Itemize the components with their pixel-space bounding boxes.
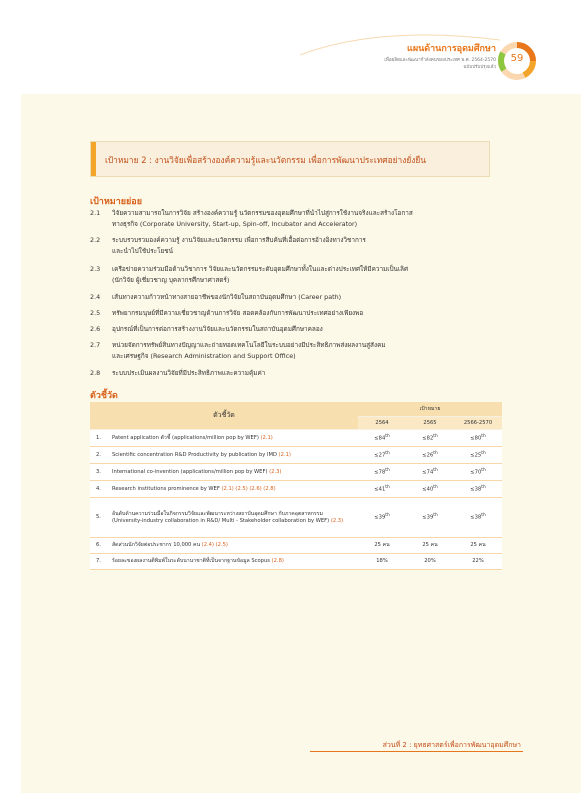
page-footer: ส่วนที่ 2 : ยุทธศาสตร์เพื่อการพัฒนาอุดมศึกษา: [382, 741, 521, 749]
indicator-text: Patent application ตัวชี้ (applications/million pop by WEF): [112, 434, 259, 441]
col-header-target: เป้าหมาย: [358, 402, 502, 416]
indicator-ref: (2.3): [269, 468, 282, 475]
target-cell: [406, 497, 454, 537]
target-value: ≤78: [374, 469, 386, 476]
list-item-text: และเศรษฐกิจ (Research Administration and Support Office): [112, 351, 296, 360]
target-cell: [406, 463, 454, 480]
target-cell: [454, 497, 502, 537]
indicator-cell: [108, 463, 358, 480]
list-item-text: ระบบรวบรวมองค์ความรู้ งานวิจัยและนวัตกรรม เพื่อการสืบค้นที่เอื้อต่อการอ้างอิงทางวิชาการ: [112, 236, 366, 244]
target-cell: [358, 480, 406, 497]
col-header-year: 2565: [406, 416, 454, 429]
target-value: 25 คน: [358, 537, 406, 553]
table-row: [90, 463, 502, 480]
list-item-text: และนำไปใช้ประโยชน์: [112, 246, 173, 255]
target-value: ≤27: [374, 452, 386, 459]
list-item-text: วิจัยความสามารถในการวิจัย สร้างองค์ความรู้ นวัตกรรมของอุดมศึกษาที่นำไปสู่การใช้งานจริงและสร้างโอกาส: [112, 209, 413, 217]
indicator-ref: (2.1): [278, 451, 291, 458]
target-cell: [454, 463, 502, 480]
target-value: ≤70: [470, 469, 482, 476]
goal-accent-bar: [91, 142, 96, 176]
footer-divider: [310, 751, 523, 752]
target-value: ≤82: [422, 435, 434, 442]
ordinal-suffix: th: [433, 450, 438, 456]
row-number: 7.: [90, 553, 108, 569]
ordinal-suffix: th: [385, 513, 390, 519]
target-cell: [454, 446, 502, 463]
ordinal-suffix: th: [433, 513, 438, 519]
row-number: 5.: [90, 497, 108, 537]
list-item-number: 2.8: [90, 369, 101, 377]
indicator-text: International co-invention (applications/million pop by WEF): [112, 468, 268, 475]
ordinal-suffix: th: [433, 467, 438, 473]
page-number-badge: [496, 40, 538, 82]
ordinal-suffix: th: [385, 433, 390, 439]
target-value: ≤39: [374, 514, 386, 521]
ordinal-suffix: th: [481, 450, 486, 456]
target-value: ≤84: [374, 435, 386, 442]
target-cell: [454, 480, 502, 497]
list-item-number: 2.6: [90, 325, 101, 333]
indicator-cell: [108, 480, 358, 497]
target-cell: [358, 463, 406, 480]
list-item-text: เครือข่ายความร่วมมือด้านวิชาการ วิจัยและนวัตกรรมระดับอุดมศึกษาทั้งในและต่างประเทศให้มีความเป็นเลิศ: [112, 265, 409, 273]
target-value: ≤39: [422, 514, 434, 521]
target-cell: [454, 429, 502, 446]
target-value: ≤40: [422, 486, 434, 493]
indicator-text: อันดับด้านความร่วมมือในกิจกรรมวิจัยและพัฒนาระหว่างสถาบันอุดมศึกษา กับภาคอุตสาหกรรม (University-industry collaboration in R&D/ Multi - Stakeholder collaboration by WEF): [112, 511, 330, 524]
table-row: [90, 429, 502, 446]
list-item-text: ทรัพยากรมนุษย์ที่มีความเชี่ยวชาญด้านการวิจัย สอดคล้องกับการพัฒนาประเทศอย่างเพียงพอ: [112, 309, 364, 317]
col-header-year: 2566-2570: [454, 416, 502, 429]
row-number: 3.: [90, 463, 108, 480]
indicator-text: Scientific concentration R&D Productivity by publication by IMD: [112, 451, 277, 458]
target-value: ≤25: [470, 452, 482, 459]
ordinal-suffix: th: [481, 484, 486, 490]
target-cell: [406, 480, 454, 497]
indicator-text: ร้อยละของผลงานตีพิมพ์ในระดับนานาชาติที่เป็นจากฐานข้อมูล Scopus: [112, 558, 270, 564]
table-row: [90, 446, 502, 463]
list-item-number: 2.2: [90, 236, 101, 244]
indicator-cell: [108, 429, 358, 446]
target-value: 22%: [454, 553, 502, 569]
target-cell: [406, 429, 454, 446]
page-header: [0, 0, 581, 90]
target-value: 20%: [406, 553, 454, 569]
ordinal-suffix: th: [433, 484, 438, 490]
ordinal-suffix: th: [481, 467, 486, 473]
col-header-year: 2564: [358, 416, 406, 429]
target-value: ≤74: [422, 469, 434, 476]
target-value: 25 คน: [406, 537, 454, 553]
list-item-text: หน่วยจัดการทรัพย์สินทางปัญญาและถ่ายทอดเทคโนโลยีในระบบอย่างมีประสิทธิภาพส่งผลงานสู่สังคม: [112, 341, 386, 349]
goal-title: เป้าหมาย 2 : งานวิจัยเพื่อสร้างองค์ความรู้และนวัตกรรม เพื่อการพัฒนาประเทศอย่างยั่งยืน: [105, 155, 426, 165]
ordinal-suffix: th: [385, 467, 390, 473]
target-cell: [358, 429, 406, 446]
indicator-ref: (2.1) (2.5) (2.6) (2.8): [221, 485, 276, 492]
header-subtitle: เพื่อผลิตและพัฒนากำลังคนของประเทศ พ.ศ. 2564-2570: [384, 58, 496, 63]
indicator-text: สัดส่วนนักวิจัยต่อประชากร 10,000 คน: [112, 542, 201, 548]
header-title: แผนด้านการอุดมศึกษา: [407, 44, 496, 54]
target-cell: [406, 446, 454, 463]
subgoals-heading: เป้าหมายย่อย: [90, 197, 142, 207]
table-row: [90, 553, 502, 569]
ordinal-suffix: th: [433, 433, 438, 439]
list-item-number: 2.5: [90, 309, 101, 317]
list-item-text: ทางธุรกิจ (Corporate University, Start-up, Spin-off, Incubator and Accelerator): [112, 219, 358, 228]
list-item-text: (นักวิจัย ผู้เชี่ยวชาญ บุคลากรศึกษาศาสตร์): [112, 275, 230, 284]
list-item-number: 2.7: [90, 341, 101, 349]
row-number: 4.: [90, 480, 108, 497]
ordinal-suffix: th: [385, 450, 390, 456]
table-row: [90, 497, 502, 537]
row-number: 2.: [90, 446, 108, 463]
target-value: 18%: [358, 553, 406, 569]
indicators-table: [90, 402, 502, 570]
table-row: [90, 537, 502, 553]
indicators-heading: ตัวชี้วัด: [90, 391, 118, 401]
row-number: 1.: [90, 429, 108, 446]
target-value: ≤38: [470, 514, 482, 521]
indicator-cell: [108, 446, 358, 463]
table-row: [90, 480, 502, 497]
target-value: ≤41: [374, 486, 386, 493]
list-item-text: เส้นทางความก้าวหน้าทางสายอาชีพของนักวิจัยในสถาบันอุดมศึกษา (Career path): [112, 293, 342, 301]
indicator-cell: [108, 497, 358, 537]
indicator-ref: (2.3): [330, 518, 344, 524]
page-number: 59: [510, 53, 524, 64]
indicator-ref: (2.8): [271, 558, 284, 564]
col-header-indicator: ตัวชี้วัด: [90, 402, 358, 429]
target-value: ≤80: [470, 435, 482, 442]
target-value: 25 คน: [454, 537, 502, 553]
ordinal-suffix: th: [481, 513, 486, 519]
list-item-number: 2.4: [90, 293, 101, 301]
target-cell: [358, 497, 406, 537]
target-value: ≤38: [470, 486, 482, 493]
goal-banner: [90, 141, 490, 177]
row-number: 6.: [90, 537, 108, 553]
list-item-text: อุปกรณ์ที่เป็นการต่อการสร้างงานวิจัยและนวัตกรรมในสถาบันอุดมศึกษาคลอง: [112, 325, 323, 333]
indicator-text: Research institutions prominence by WEF: [112, 485, 220, 492]
indicator-cell: [108, 537, 358, 553]
target-cell: [358, 446, 406, 463]
list-item-number: 2.1: [90, 209, 101, 217]
indicator-ref: (2.1): [260, 434, 273, 441]
ordinal-suffix: th: [385, 484, 390, 490]
indicator-ref: (2.4) (2.5): [201, 542, 228, 548]
header-edition: ฉบับปรับปรุงแล้ว: [463, 65, 496, 70]
target-value: ≤26: [422, 452, 434, 459]
list-item-text: ระบบประเมินผลงานวิจัยที่มีประสิทธิภาพและความคุ้มค่า: [112, 369, 266, 377]
list-item-number: 2.3: [90, 265, 101, 273]
ordinal-suffix: th: [481, 433, 486, 439]
indicator-cell: [108, 553, 358, 569]
